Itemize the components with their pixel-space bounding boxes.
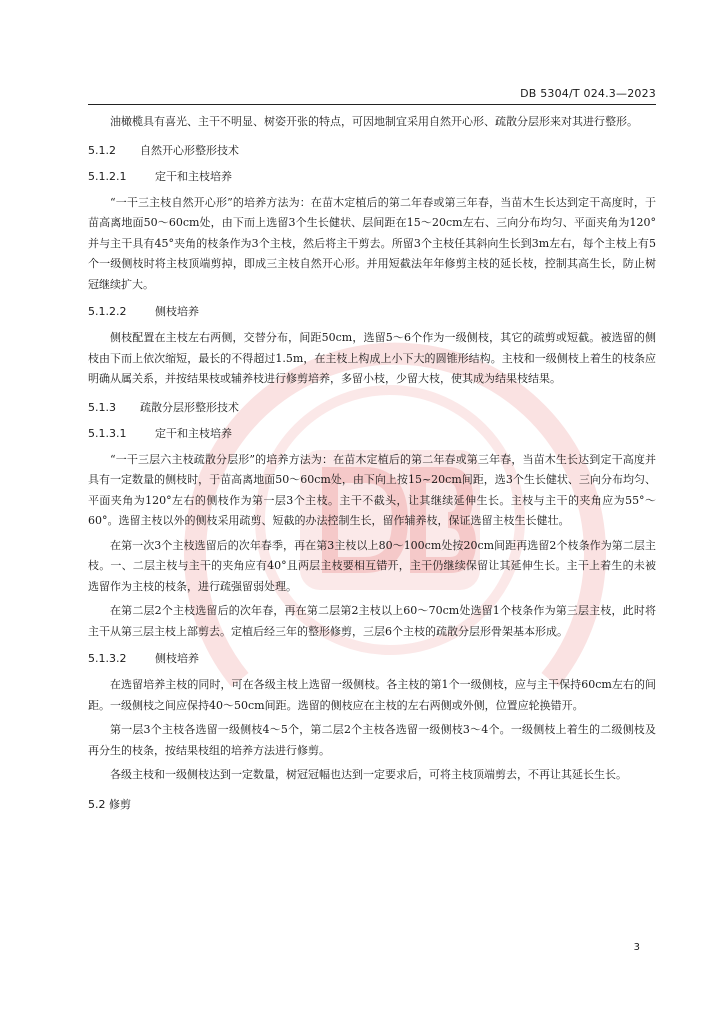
paragraph: 在选留培养主枝的同时，可在各级主枝上选留一级侧枝。各主枝的第1个一级侧枝，应与主干保持60cm左右的间距。一级侧枝之间应保持40～50cm间距。选留的侧枝应在主枝的左右两侧或外侧，位置应轮换错开。 [88,678,656,712]
paragraph: 在第一次3个主枝选留后的次年春季，再在第3主枝以上80～100cm处按20cm间距再选留2个枝条作为第二层主枝。一、二层主枝与主干的夹角应有40°且两层主枝要相互错开，主干仍继续保留让其延伸生长。主干上着生的未被选留作为主枝的枝条，进行疏强留弱处理。 [88,538,656,593]
section-5-1-3-heading: 5.1.3 疏散分层形整形技术 [88,400,239,414]
paragraph: “一干三主枝自然开心形”的培养方法为：在苗木定植后的第二年春或第三年春，当苗木生长达到定干高度时，于苗高离地面50～60cm处，由下而上选留3个生长健状、层间距在15～20cm左右、三向分布均匀、平面夹角为120°并与主干具有45°夹角的枝条作为3个主枝，然后将主干剪去。所留3个主枝任其斜向生长到3m左右，每个主枝上有5个一级侧枝时将主枝顶端剪掉，即成三主枝自然开心形。并用短截法年年修剪主枝的延长枝，控制其高生长，防止树冠继续扩大。 [88,195,656,291]
paragraph: 各级主枝和一级侧枝达到一定数量，树冠冠幅也达到一定要求后，可将主枝顶端剪去，不再让其延长生长。 [110,768,627,781]
paragraph: 第一层3个主枝各选留一级侧枝4～5个，第二层2个主枝各选留一级侧枝3～4个。一级侧枝上着生的二级侧枝及再分生的枝条，按结果枝组的培养方法进行修剪。 [88,723,656,757]
page-number: 3 [633,942,640,953]
paragraph: “一干三层六主枝疏散分层形”的培养方法为：在苗木定植后的第二年春或第三年春，当苗木生长达到定干高度并具有一定数量的侧枝时，于苗高离地面50～60cm处，由下向上按15~20cm间距，选3个生长健状、三向分布均匀、平面夹角为120°左右的侧枝作为第一层3个主枝。主干不截头，让其继续延伸生长。主枝与主干的夹角应为55°～60°。选留主枝以外的侧枝采用疏剪、短截的办法控制生长，留作辅养枝，保证选留主枝生长健壮。 [88,452,656,527]
section-5-1-2-heading: 5.1.2 自然开心形整形技术 [88,143,239,157]
paragraph: 侧枝配置在主枝左右两侧，交替分布，间距50cm，选留5～6个作为一级侧枝，其它的疏剪或短截。被选留的侧枝由下而上依次缩短，最长的不得超过1.5m，在主枝上构成上小下大的圆锥形结构。主枝和一级侧枝上着生的枝条应明确从属关系，并按结果枝或辅养枝进行修剪培养，多留小枝，少留大枝，使其成为结果枝结果。 [88,331,656,385]
paragraph: 在第二层2个主枝选留后的次年春，再在第二层第2主枝以上60～70cm处选留1个枝条作为第三层主枝，此时将主干从第三层主枝上部剪去。定植后经三年的整形修剪，三层6个主枝的疏散分层形骨架基本形成。 [88,604,656,638]
section-5-2-heading: 5.2 修剪 [88,797,131,811]
header-rule [88,104,656,105]
standard-code: DB 5304/T 024.3—2023 [520,87,656,100]
intro-paragraph: 油橄榄具有喜光、主干不明显、树姿开张的特点，可因地制宜采用自然开心形、疏散分层形来对其进行整形。 [110,115,638,128]
document-body [88,112,656,814]
section-5-1-2-1-heading: 5.1.2.1 定干和主枝培养 [88,169,232,183]
section-5-1-3-1-heading: 5.1.3.1 定干和主枝培养 [88,426,232,440]
section-5-1-2-2-heading: 5.1.2.2 侧枝培养 [88,305,199,318]
section-5-1-3-2-heading: 5.1.3.2 侧枝培养 [88,652,199,665]
